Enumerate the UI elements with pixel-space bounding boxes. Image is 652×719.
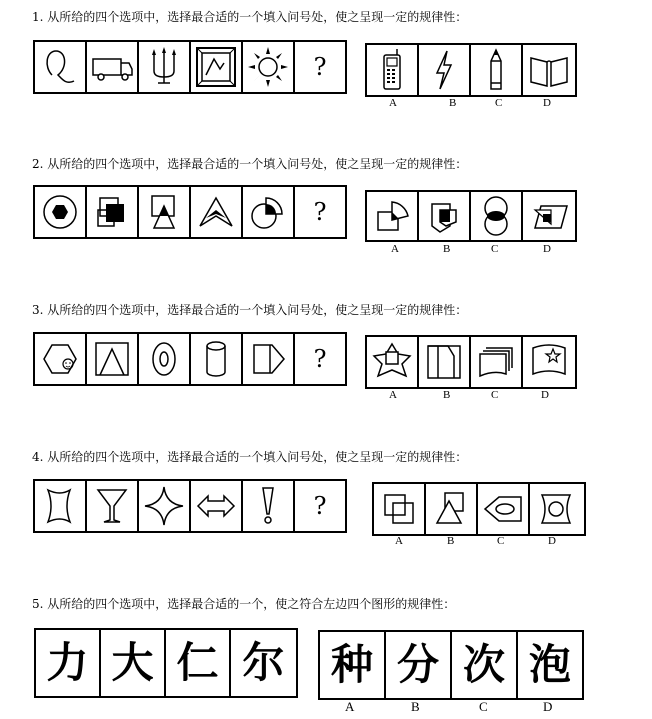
q4-option-d-figure[interactable] bbox=[530, 484, 582, 534]
q3-figure-5 bbox=[243, 334, 295, 384]
q1-figure-2 bbox=[87, 42, 139, 92]
two-circles-icon bbox=[474, 194, 518, 238]
bracket-circle-icon bbox=[534, 487, 578, 531]
ellipse-ring-icon bbox=[142, 337, 186, 381]
q4-figure-4 bbox=[191, 481, 243, 531]
cylinder-icon bbox=[194, 337, 238, 381]
open-book-icon bbox=[527, 50, 571, 90]
overlapping-squares-outline-icon bbox=[377, 487, 421, 531]
q2-option-d-label: D bbox=[543, 243, 551, 255]
question-5-title: 5. 从所给的四个选项中，选择最合适的一个，使之符合左边四个图形的规律性： bbox=[32, 597, 456, 611]
q2-option-b-label: B bbox=[443, 243, 451, 255]
square-triangle-icon bbox=[142, 190, 186, 234]
question-mark: ? bbox=[313, 198, 327, 226]
q3-options-strip bbox=[365, 335, 577, 389]
hexagon-smiley-icon bbox=[38, 337, 82, 381]
q2-figure-3 bbox=[139, 187, 191, 237]
lightning-icon bbox=[429, 47, 459, 93]
curved-shape-icon bbox=[38, 484, 82, 528]
truck-icon bbox=[89, 47, 135, 87]
q2-option-c-figure[interactable] bbox=[471, 192, 523, 240]
q3-figure-1 bbox=[35, 334, 87, 384]
q4-option-b-label: B bbox=[447, 535, 455, 547]
q1-option-b-label: B bbox=[449, 97, 457, 109]
q2-options-strip bbox=[365, 190, 577, 242]
q4-options-strip bbox=[372, 482, 586, 536]
q3-option-c-label: C bbox=[491, 389, 499, 401]
q5-option-b-label: B bbox=[411, 699, 420, 714]
q5-option-c-label: C bbox=[479, 699, 488, 714]
stacked-pages-icon bbox=[474, 340, 518, 384]
q3-option-a-figure[interactable] bbox=[367, 337, 419, 387]
q1-figure-4 bbox=[191, 42, 243, 92]
q3-figure-2 bbox=[87, 334, 139, 384]
q1-option-b-figure[interactable] bbox=[419, 45, 471, 95]
q3-question-cell bbox=[295, 334, 345, 384]
question-3-title: 3. 从所给的四个选项中，选择最合适的一个填入问号处，使之呈现一定的规律性： bbox=[32, 303, 468, 317]
eye-shape-icon bbox=[481, 487, 525, 531]
q5-option-c-char[interactable]: 次 bbox=[452, 632, 518, 698]
q3-option-a-label: A bbox=[389, 389, 397, 401]
four-point-star-icon bbox=[142, 484, 186, 528]
q2-option-c-label: C bbox=[491, 243, 499, 255]
mobile-phone-icon bbox=[377, 47, 407, 93]
question-mark: ? bbox=[313, 345, 327, 373]
q1-option-a-figure[interactable] bbox=[367, 45, 419, 95]
q5-option-a-label: A bbox=[345, 699, 355, 714]
q4-option-a-label: A bbox=[395, 535, 403, 547]
q5-option-d-char[interactable]: 泡 bbox=[528, 640, 571, 689]
q3-figure-4 bbox=[191, 334, 243, 384]
q4-figure-3 bbox=[139, 481, 191, 531]
q1-option-c-figure[interactable] bbox=[471, 45, 523, 95]
overlapping-squares-icon bbox=[90, 190, 134, 234]
q4-option-d-label: D bbox=[548, 535, 556, 547]
double-arrow-icon bbox=[194, 484, 238, 528]
q2-option-a-figure[interactable] bbox=[367, 192, 419, 240]
q2-option-b-figure[interactable] bbox=[419, 192, 471, 240]
q2-figure-1 bbox=[35, 187, 87, 237]
sun-icon bbox=[246, 45, 290, 89]
framed-picture-icon bbox=[194, 45, 238, 89]
circle-sector-icon bbox=[246, 190, 290, 234]
hexagon-in-circle-icon bbox=[38, 190, 82, 234]
q5-given-chars-strip bbox=[34, 628, 298, 698]
q5-given-char-2: 大 bbox=[101, 630, 166, 696]
q1-sequence-strip bbox=[33, 40, 347, 94]
question-4-title: 4. 从所给的四个选项中，选择最合适的一个填入问号处，使之呈现一定的规律性： bbox=[32, 450, 468, 464]
star-square-icon bbox=[370, 340, 414, 384]
q3-sequence-strip bbox=[33, 332, 347, 386]
q2-question-cell bbox=[295, 187, 345, 237]
q5-option-b-char[interactable]: 分 bbox=[386, 632, 452, 698]
q5-given-char-3: 仁 bbox=[166, 630, 231, 696]
q1-option-c-label: C bbox=[495, 97, 503, 109]
q2-sequence-strip bbox=[33, 185, 347, 239]
triangle-square-icon bbox=[429, 487, 473, 531]
square-sector-icon bbox=[370, 196, 414, 236]
q1-option-a-label: A bbox=[389, 97, 397, 109]
goblet-icon bbox=[90, 484, 134, 528]
q3-option-d-figure[interactable] bbox=[523, 337, 575, 387]
q4-figure-1 bbox=[35, 481, 87, 531]
pentagon-arrow-icon bbox=[246, 337, 290, 381]
q4-question-cell bbox=[295, 481, 345, 531]
q4-option-c-label: C bbox=[497, 535, 505, 547]
q2-figure-5 bbox=[243, 187, 295, 237]
q4-option-a-figure[interactable] bbox=[374, 484, 426, 534]
q5-option-d-label: D bbox=[543, 699, 553, 714]
pencil-icon bbox=[481, 47, 511, 93]
q2-option-a-label: A bbox=[391, 243, 399, 255]
question-2-title: 2. 从所给的四个选项中，选择最合适的一个填入问号处，使之呈现一定的规律性： bbox=[32, 157, 468, 171]
loop-stroke-icon bbox=[40, 45, 80, 89]
parallelogram-icon bbox=[527, 196, 571, 236]
question-mark: ? bbox=[313, 492, 327, 520]
q4-sequence-strip bbox=[33, 479, 347, 533]
q2-figure-2 bbox=[87, 187, 139, 237]
question-mark: ? bbox=[313, 53, 327, 81]
q4-figure-5 bbox=[243, 481, 295, 531]
q4-option-b-figure[interactable] bbox=[426, 484, 478, 534]
q4-figure-2 bbox=[87, 481, 139, 531]
q1-option-d-label: D bbox=[543, 97, 551, 109]
q3-figure-3 bbox=[139, 334, 191, 384]
q1-figure-3 bbox=[139, 42, 191, 92]
q3-option-d-label: D bbox=[541, 389, 549, 401]
q5-given-char-4: 尔 bbox=[242, 638, 285, 687]
q4-option-c-figure[interactable] bbox=[478, 484, 530, 534]
square-arch-icon bbox=[90, 337, 134, 381]
q1-figure-5 bbox=[243, 42, 295, 92]
flag-star-icon bbox=[527, 340, 571, 384]
q1-question-cell bbox=[295, 42, 345, 92]
q3-option-c-figure[interactable] bbox=[471, 337, 523, 387]
q1-option-d-figure[interactable] bbox=[523, 45, 575, 95]
q3-option-b-figure[interactable] bbox=[419, 337, 471, 387]
q3-option-b-label: B bbox=[443, 389, 451, 401]
q1-options-strip bbox=[365, 43, 577, 97]
q5-options-strip bbox=[318, 630, 584, 700]
q1-figure-1 bbox=[35, 42, 87, 92]
q2-option-d-figure[interactable] bbox=[523, 192, 575, 240]
candelabra-icon bbox=[144, 45, 184, 89]
q5-given-char-1: 力 bbox=[36, 630, 101, 696]
question-1-title: 1. 从所给的四个选项中，选择最合适的一个填入问号处，使之呈现一定的规律性： bbox=[32, 10, 468, 24]
arrowhead-icon bbox=[194, 190, 238, 234]
q5-option-a-char[interactable]: 种 bbox=[320, 632, 386, 698]
exclamation-icon bbox=[246, 484, 290, 528]
q2-figure-4 bbox=[191, 187, 243, 237]
square-cut-corner-icon bbox=[422, 340, 466, 384]
pentagon-shield-icon bbox=[422, 196, 466, 236]
